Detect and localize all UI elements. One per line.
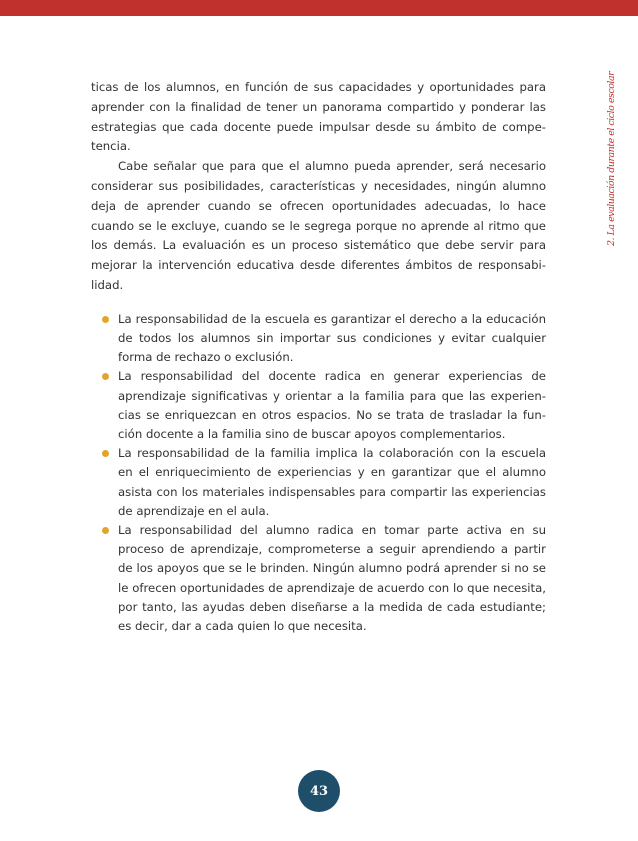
bullet-dot-icon [102, 527, 109, 534]
page-number: 43 [309, 783, 329, 799]
bullet-item-teacher [91, 367, 546, 444]
paragraph-2: Cabe señalar que para que el alumno pueda aprender, será necesario considerar sus posibilidades, características y necesidades, ningún alumno deja de aprender cuando se ofrecen oportunidades adecuadas, lo hace cuando se le excluye, cuando se le segrega porque no aprende al ritmo que los demás. La evaluación es un proceso sistemático que debe servir para mejorar la intervención educativa desde diferentes ámbitos de responsabilidad. [91, 159, 546, 292]
bullet-text: La responsabilidad del alumno radica en tomar parte activa en su proceso de aprendizaje, comprometerse a seguir aprendiendo a partir de los apoyos que se le brinden. Ningún alumno podrá aprender si no se le ofrecen oportunidades de aprendizaje de acuerdo con lo que necesita, por tanto, las ayudas deben diseñarse a la medida de cada estudiante; es decir, dar a cada quien lo que necesita. [118, 523, 546, 634]
top-accent-bar [0, 0, 638, 16]
chapter-side-label [594, 71, 618, 252]
bullet-item-student [91, 521, 546, 636]
bullet-dot-icon [102, 373, 109, 380]
paragraph-1: ticas de los alumnos, en función de sus capacidades y oportunidades para aprender con la finalidad de tener un panorama compartido y ponderar las estrategias que cada docente puede impulsar desde su ámbito de competencia. [91, 80, 546, 154]
bullet-item-school [91, 310, 546, 368]
bullet-text: La responsabilidad del docente radica en generar experiencias de aprendizaje significativas y orientar a la familia para que las experiencias se enriquezcan en otros espacios. No se trata de trasladar la función docente a la familia sino de buscar apoyos complementarios. [118, 369, 546, 441]
bullet-dot-icon [102, 450, 109, 457]
bullet-text: La responsabilidad de la escuela es garantizar el derecho a la educación de todos los alumnos sin importar sus condiciones y evitar cualquier forma de rechazo o exclusión. [118, 311, 546, 365]
bullet-dot-icon [102, 316, 109, 323]
page-number-badge [298, 770, 340, 812]
bullet-text: La responsabilidad de la familia implica la colaboración con la escuela en el enriquecimiento de experiencias y en garantizar que el alumno asista con los materiales indispensables para compartir las experiencias de aprendizaje en el aula. [118, 446, 546, 518]
bullet-item-family [91, 444, 546, 521]
bullet-list [91, 310, 546, 636]
body-text [91, 78, 546, 636]
chapter-label-text: 2. La evaluación durante el ciclo escolar [606, 71, 617, 246]
